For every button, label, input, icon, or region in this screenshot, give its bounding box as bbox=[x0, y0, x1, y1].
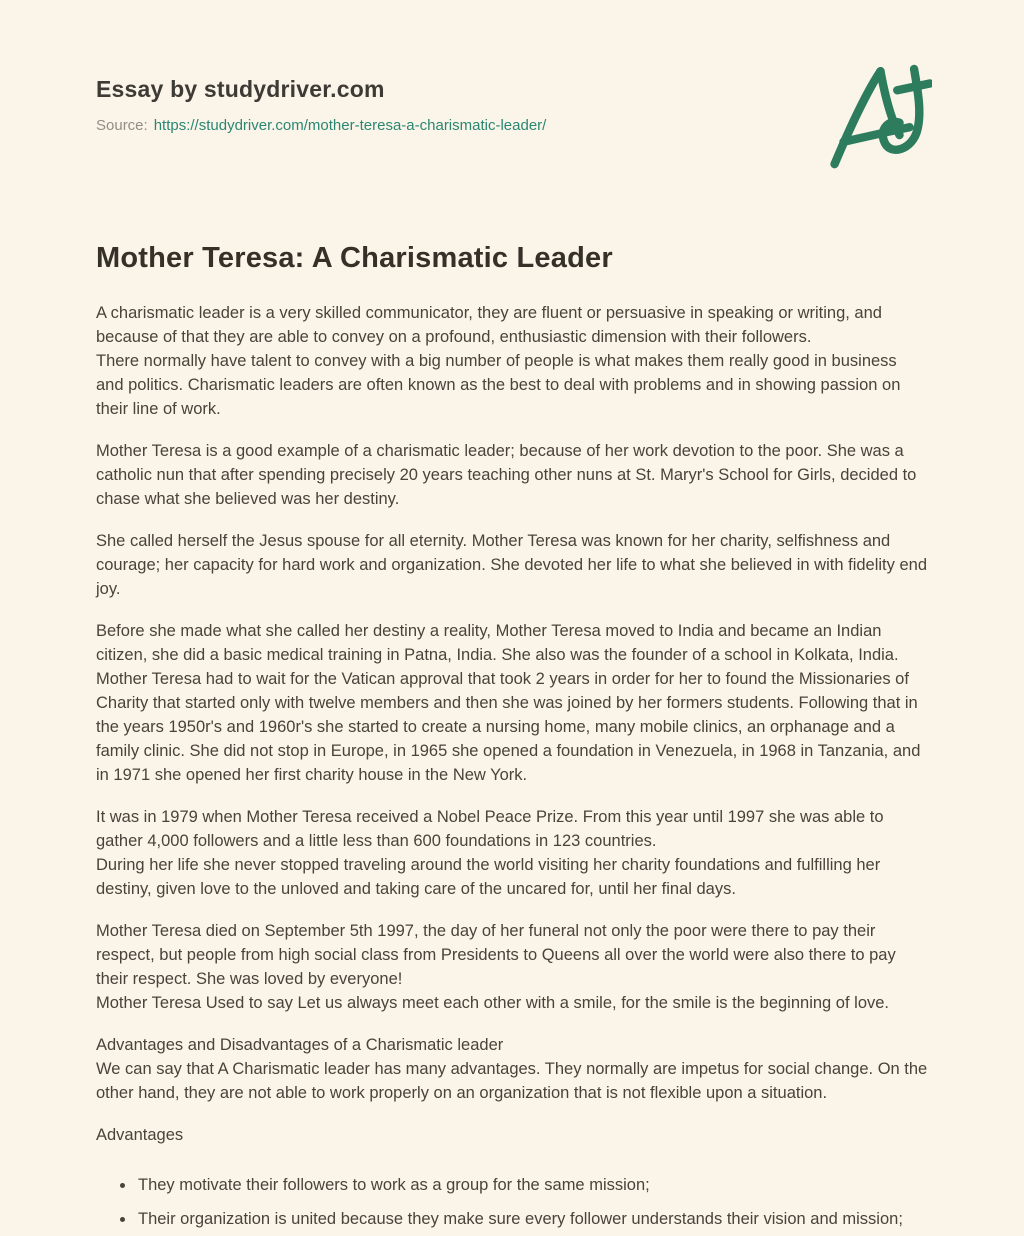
advantages-list bbox=[96, 1173, 928, 1231]
essay-paragraph: Mother Teresa died on September 5th 1997, the day of her funeral not only the poor were there to pay their respect, but people from high social class from Presidents to Queens all over the world were also there to pay their respect. She was loved by everyone! Mother Teresa Used to say Let us always meet each other with a smile, for the smile is the beginning of love. bbox=[96, 922, 896, 1012]
essay-paragraph: A charismatic leader is a very skilled communicator, they are fluent or persuasive in speaking or writing, and because of that they are able to convey on a profound, enthusiastic dimension with their followers. There normally have talent to convey with a big number of people is what makes them really good in business and politics. Charismatic leaders are often known as the best to deal with problems and in showing passion on their line of work. bbox=[96, 304, 901, 418]
site-title: Essay by studydriver.com bbox=[96, 76, 385, 102]
essay-paragraph: Before she made what she called her destiny a reality, Mother Teresa moved to India and became an Indian citizen, she did a basic medical training in Patna, India. She also was the founder of a school in Kolkata, India. Mother Teresa had to wait for the Vatican approval that took 2 years in order for her to found the Missionaries of Charity that started only with twelve members and then she was joined by her formers students. Following that in the years 1950r's and 1960r's she started to create a nursing home, many mobile clinics, an orphanage and a family clinic. She did not stop in Europe, in 1965 she opened a foundation in Venezuela, in 1968 in Tanzania, and in 1971 she opened her first charity house in the New York. bbox=[96, 622, 921, 784]
essay-paragraph: She called herself the Jesus spouse for all eternity. Mother Teresa was known for her charity, selfishness and courage; her capacity for hard work and organization. She devoted her life to what she believed in with fidelity end joy. bbox=[96, 532, 927, 598]
essay-content bbox=[96, 242, 928, 1231]
essay-paragraph: It was in 1979 when Mother Teresa received a Nobel Peace Prize. From this year until 1997 she was able to gather 4,000 followers and a little less than 600 foundations in 123 countries. During her life she never stopped traveling around the world visiting her charity foundations and fulfilling her destiny, given love to the unloved and taking care of the uncared for, until her final days. bbox=[96, 808, 884, 898]
source-line bbox=[96, 117, 928, 134]
advantages-list-item: • Their organization is united because they make sure every follower understands their vision and mission; bbox=[136, 1207, 928, 1231]
essay-title: Mother Teresa: A Charismatic Leader bbox=[96, 242, 613, 274]
advantages-list-item: • They motivate their followers to work as a group for the same mission; bbox=[136, 1173, 928, 1197]
essay-paragraph: Advantages and Disadvantages of a Charismatic leader We can say that A Charismatic leader has many advantages. They normally are impetus for social change. On the other hand, they are not able to work properly on an organization that is not flexible upon a situation. bbox=[96, 1036, 928, 1102]
source-link[interactable]: https://studydriver.com/mother-teresa-a-charismatic-leader/ bbox=[153, 117, 547, 134]
page-header bbox=[96, 76, 928, 134]
essay-paragraph: Advantages bbox=[96, 1126, 184, 1144]
studydriver-a-plus-logo-icon bbox=[820, 60, 932, 172]
essay-paragraphs bbox=[96, 301, 928, 1147]
source-label: Source: bbox=[96, 117, 148, 134]
essay-paragraph: Mother Teresa is a good example of a charismatic leader; because of her work devotion to the poor. She was a catholic nun that after spending precisely 20 years teaching other nuns at St. Maryr's School for Girls, decided to chase what she believed was her destiny. bbox=[96, 442, 917, 508]
